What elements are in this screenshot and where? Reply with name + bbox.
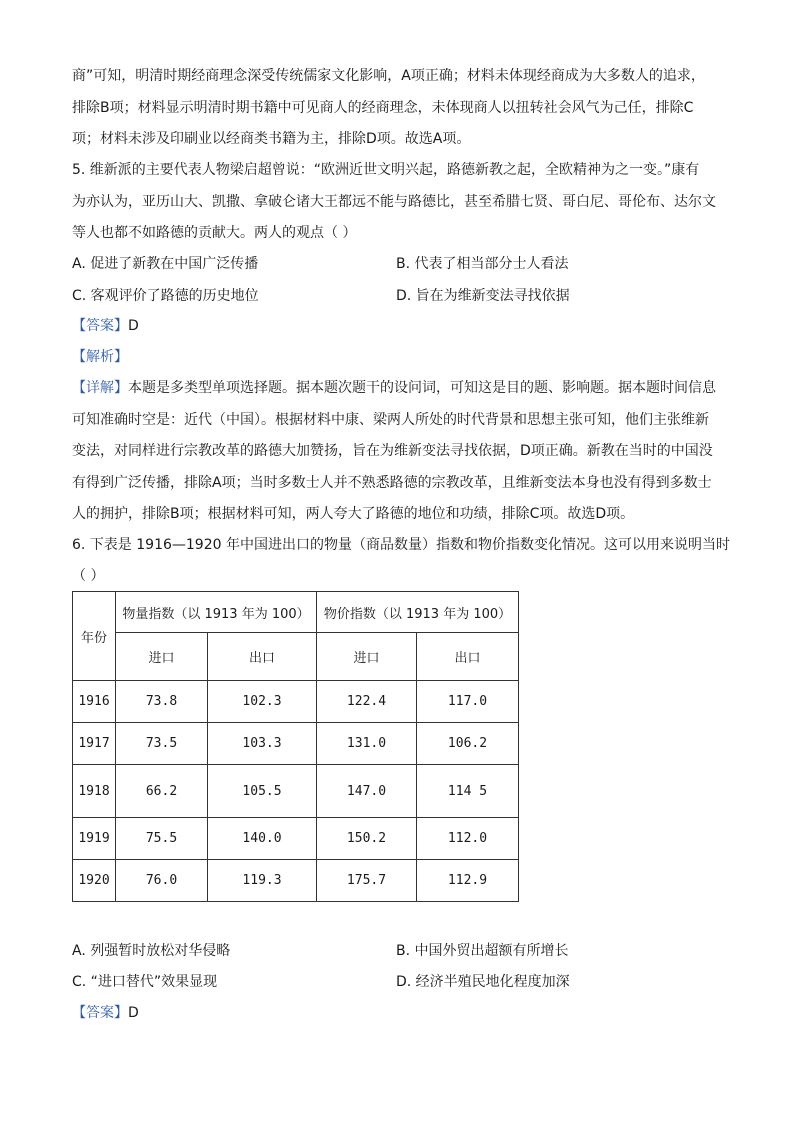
q6-option-a: A. 列强暂时放松对华侵略 <box>72 943 231 959</box>
year-cell: 1919 <box>73 818 116 860</box>
detail-tag: 【详解】 <box>72 380 128 396</box>
question-6-stem: （ ） <box>72 568 105 584</box>
paragraph-line: 排除B项；材料显示明清时期书籍中可见商人的经商理念，未体现商人以扭转社会风气为己任，排除C <box>72 100 694 116</box>
answer-value: D <box>128 318 139 334</box>
value-cell: 122.4 <box>317 681 417 723</box>
q5-option-a: A. 促进了新教在中国广泛传播 <box>72 256 259 272</box>
q5-detail <box>72 378 716 398</box>
value-cell: 117.0 <box>417 681 519 723</box>
sub-header-import: 进口 <box>317 633 417 681</box>
q5-detail-line: 可知准确时空是：近代（中国）。根据材料中康、梁两人所处的时代背景和思想主张可知，他们主张维新 <box>72 412 709 428</box>
analysis-tag: 【解析】 <box>72 349 128 365</box>
value-cell: 105.5 <box>208 765 317 818</box>
year-cell: 1917 <box>73 723 116 765</box>
sub-header-export: 出口 <box>208 633 317 681</box>
table-row <box>73 723 519 765</box>
paragraph-line: 项；材料未涉及印刷业以经商类书籍为主，排除D项。故选A项。 <box>72 131 471 147</box>
value-cell: 66.2 <box>116 765 208 818</box>
table-row <box>73 765 519 818</box>
volume-index-header: 物量指数（以 1913 年为 100） <box>116 592 317 633</box>
value-cell: 147.0 <box>317 765 417 818</box>
q6-option-d: D. 经济半殖民地化程度加深 <box>396 974 570 990</box>
value-cell: 75.5 <box>116 818 208 860</box>
value-cell: 112.9 <box>417 860 519 902</box>
q5-detail-line: 人的拥护，排除B项；根据材料可知，两人夸大了路德的地位和功绩，排除C项。故选D项。 <box>72 506 635 522</box>
q5-option-b: B. 代表了相当部分士人看法 <box>396 256 569 272</box>
table-row <box>73 818 519 860</box>
year-cell: 1920 <box>73 860 116 902</box>
answer-tag: 【答案】 <box>72 1005 128 1021</box>
value-cell: 73.5 <box>116 723 208 765</box>
q6-option-b: B. 中国外贸出超额有所增长 <box>396 943 569 959</box>
value-cell: 102.3 <box>208 681 317 723</box>
value-cell: 103.3 <box>208 723 317 765</box>
answer-value: D <box>128 1005 139 1021</box>
value-cell: 119.3 <box>208 860 317 902</box>
q5-answer <box>72 316 139 336</box>
sub-header-import: 进口 <box>116 633 208 681</box>
q5-detail-line: 有得到广泛传播，排除A项；当时多数士人并不熟悉路德的宗教改革，且维新变法本身也没有得到多数士 <box>72 475 712 491</box>
paragraph-line: 商”可知，明清时期经商理念深受传统儒家文化影响，A项正确；材料未体现经商成为大多数人的追求， <box>72 68 705 84</box>
q5-analysis-tag <box>72 347 128 367</box>
q6-option-c: C. “进口替代”效果显现 <box>72 974 218 990</box>
year-header: 年份 <box>73 592 116 681</box>
question-5-stem: 等人也都不如路德的贡献大。两人的观点（ ） <box>72 225 357 241</box>
table-row <box>73 681 519 723</box>
value-cell: 150.2 <box>317 818 417 860</box>
q5-detail-line: 变法，对同样进行宗教改革的路德大加赞扬，旨在为维新变法寻找依据，D项正确。新教在当时的中国没 <box>72 443 713 459</box>
value-cell: 112.0 <box>417 818 519 860</box>
sub-header-export: 出口 <box>417 633 519 681</box>
index-table <box>72 591 519 902</box>
value-cell: 131.0 <box>317 723 417 765</box>
year-cell: 1916 <box>73 681 116 723</box>
value-cell: 114 5 <box>417 765 519 818</box>
value-cell: 175.7 <box>317 860 417 902</box>
table-row <box>73 860 519 902</box>
question-5-stem: 5. 维新派的主要代表人物梁启超曾说：“欧洲近世文明兴起，路德新教之起，全欧精神为之一变。”康有 <box>72 162 700 178</box>
q5-option-c: C. 客观评价了路德的历史地位 <box>72 288 259 304</box>
question-6-stem: 6. 下表是 1916—1920 年中国进出口的物量（商品数量）指数和物价指数变化情况。这可以用来说明当时 <box>72 537 730 553</box>
detail-text: 本题是多类型单项选择题。据本题次题干的设问词，可知这是目的题、影响题。据本题时间信息 <box>128 380 716 396</box>
q5-option-d: D. 旨在为维新变法寻找依据 <box>396 288 570 304</box>
question-5-stem: 为亦认为，亚历山大、凯撒、拿破仑诸大王都远不能与路德比，甚至希腊七贤、哥白尼、哥伦布、达尔文 <box>72 194 716 210</box>
year-cell: 1918 <box>73 765 116 818</box>
value-cell: 73.8 <box>116 681 208 723</box>
answer-tag: 【答案】 <box>72 318 128 334</box>
q6-answer <box>72 1003 139 1023</box>
value-cell: 76.0 <box>116 860 208 902</box>
value-cell: 106.2 <box>417 723 519 765</box>
price-index-header: 物价指数（以 1913 年为 100） <box>317 592 519 633</box>
value-cell: 140.0 <box>208 818 317 860</box>
